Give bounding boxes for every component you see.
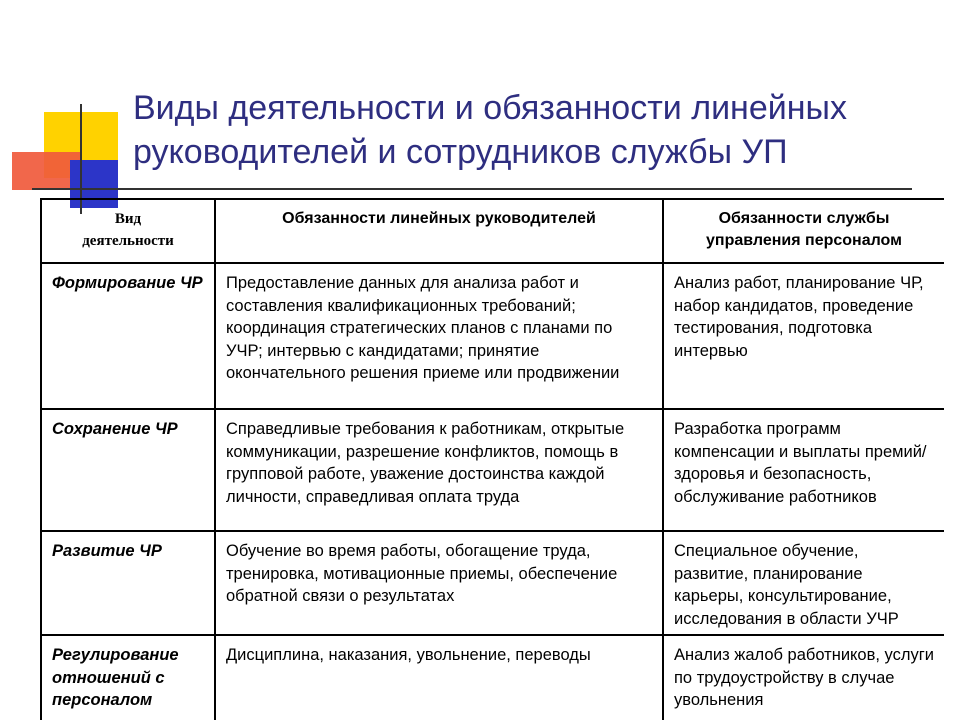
line-managers-cell: Предоставление данных для анализа работ и составления квалификационных требований; координация стратегических планов с планами по УЧР; интервью с кандидатами; принятие окончательного решения приеме или продвижении [215, 263, 663, 409]
duties-table-container [40, 198, 944, 720]
line-managers-cell: Обучение во время работы, обогащение труда, тренировка, мотивационные приемы, обеспечение обратной связи о результатах [215, 531, 663, 635]
activity-cell: Сохранение ЧР [41, 409, 215, 531]
header-activity-type: Вид деятельности [41, 199, 215, 263]
table-row [41, 531, 944, 635]
header-hr-service: Обязанности службы управления персоналом [663, 199, 944, 263]
table-header-row [41, 199, 944, 263]
activity-cell: Развитие ЧР [41, 531, 215, 635]
line-managers-cell: Справедливые требования к работникам, открытые коммуникации, разрешение конфликтов, помощь в групповой работе, уважение достоинства каждой личности, справедливая оплата труда [215, 409, 663, 531]
decor-horizontal-line [32, 188, 912, 190]
hr-service-cell: Анализ работ, планирование ЧР, набор кандидатов, проведение тестирования, подготовка интервью [663, 263, 944, 409]
activity-cell: Регулирование отношений с персоналом [41, 635, 215, 720]
table-row [41, 409, 944, 531]
hr-service-cell: Разработка программ компенсации и выплаты премий/здоровья и безопасность, обслуживание работников [663, 409, 944, 531]
hr-service-cell: Анализ жалоб работников, услуги по трудоустройству в случае увольнения [663, 635, 944, 720]
table-row [41, 635, 944, 720]
duties-table [40, 198, 944, 720]
table-row [41, 263, 944, 409]
slide-title: Виды деятельности и обязанности линейных руководителей и сотрудников службы УП [133, 89, 847, 171]
activity-cell: Формирование ЧР [41, 263, 215, 409]
hr-service-cell: Специальное обучение, развитие, планирование карьеры, консультирование, исследования в области УЧР [663, 531, 944, 635]
line-managers-cell: Дисциплина, наказания, увольнение, переводы [215, 635, 663, 720]
header-line-managers: Обязанности линейных руководителей [215, 199, 663, 263]
